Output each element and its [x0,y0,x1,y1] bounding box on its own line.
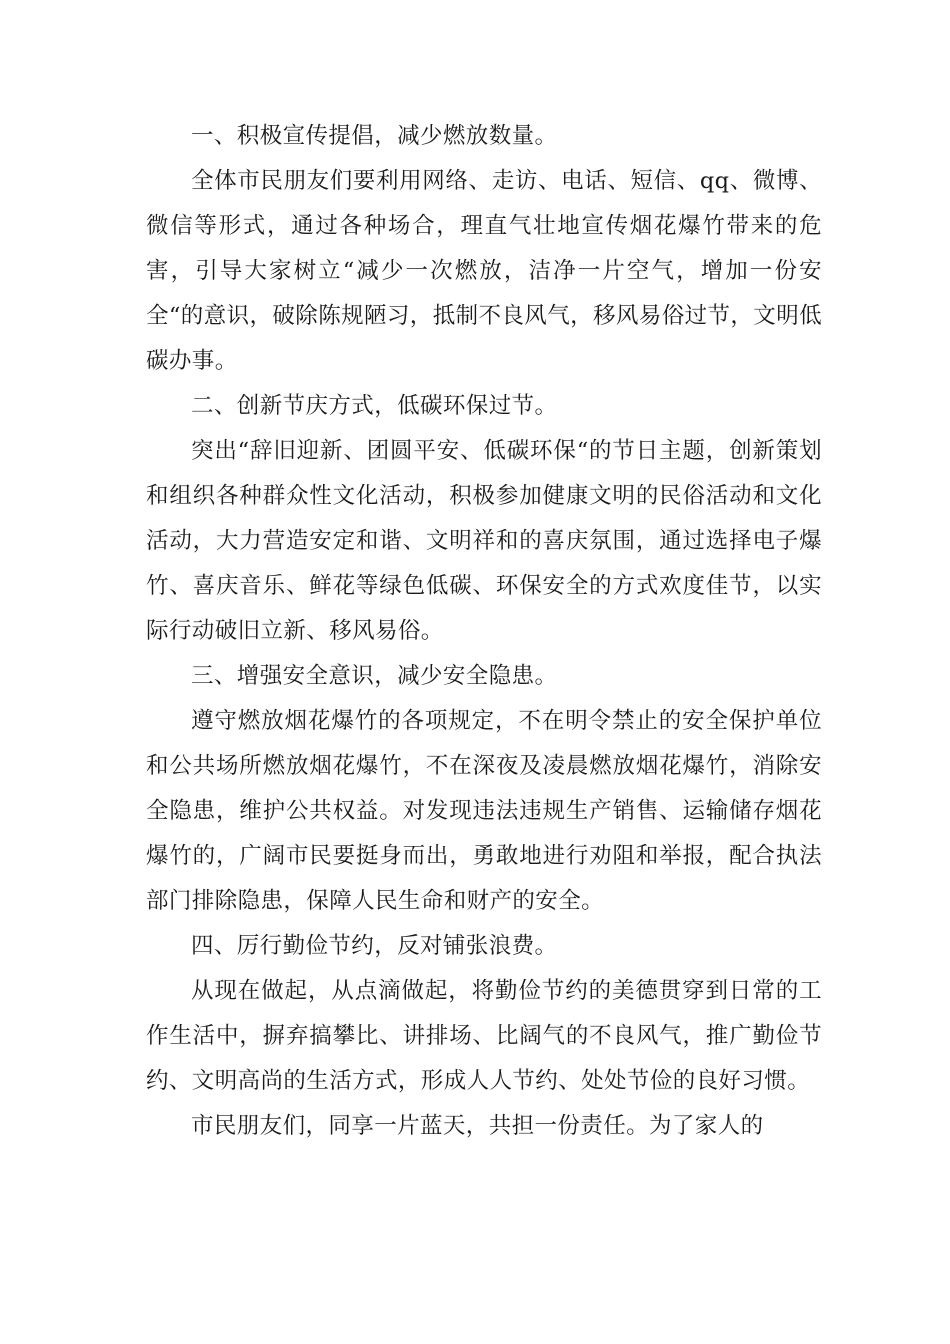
section-body-1: 全体市民朋友们要利用网络、走访、电话、短信、qq、微博、微信等形式，通过各种场合，理直气壮地宣传烟花爆竹带来的危害，引导大家树立“减少一次燃放，洁净一片空气，增加一份安全“的意识，破除陈规陋习，抵制不良风气，移风易俗过节，文明低碳办事。 [146,168,823,374]
section-heading-1: 一、积极宣传提倡，减少燃放数量。 [191,123,558,149]
section-heading-3: 三、增强安全意识，减少安全隐患。 [191,663,558,689]
section-heading-2: 二、创新节庆方式，低碳环保过节。 [191,393,558,419]
section-body-4: 从现在做起，从点滴做起，将勤俭节约的美德贯穿到日常的工作生活中，摒弃搞攀比、讲排场、比阔气的不良风气，推广勤俭节约、文明高尚的生活方式，形成人人节约、处处节俭的良好习惯。 [146,978,822,1094]
section-body-3: 遵守燃放烟花爆竹的各项规定，不在明令禁止的安全保护单位和公共场所燃放烟花爆竹，不在深夜及凌晨燃放烟花爆竹，消除安全隐患，维护公共权益。对发现违法违规生产销售、运输储存烟花爆竹的，广阔市民要挺身而出，勇敢地进行劝阻和举报，配合执法部门排除隐患，保障人民生命和财产的安全。 [146,708,822,914]
document-body [146,114,822,1149]
section-body-2: 突出“辞旧迎新、团圆平安、低碳环保“的节日主题，创新策划和组织各种群众性文化活动，积极参加健康文明的民俗活动和文化活动，大力营造安定和谐、文明祥和的喜庆氛围，通过选择电子爆竹、喜庆音乐、鲜花等绿色低碳、环保安全的方式欢度佳节，以实际行动破旧立新、移风易俗。 [146,438,822,644]
closing-paragraph: 市民朋友们，同享一片蓝天，共担一份责任。为了家人的 [191,1113,764,1139]
section-heading-4: 四、厉行勤俭节约，反对铺张浪费。 [191,933,558,959]
